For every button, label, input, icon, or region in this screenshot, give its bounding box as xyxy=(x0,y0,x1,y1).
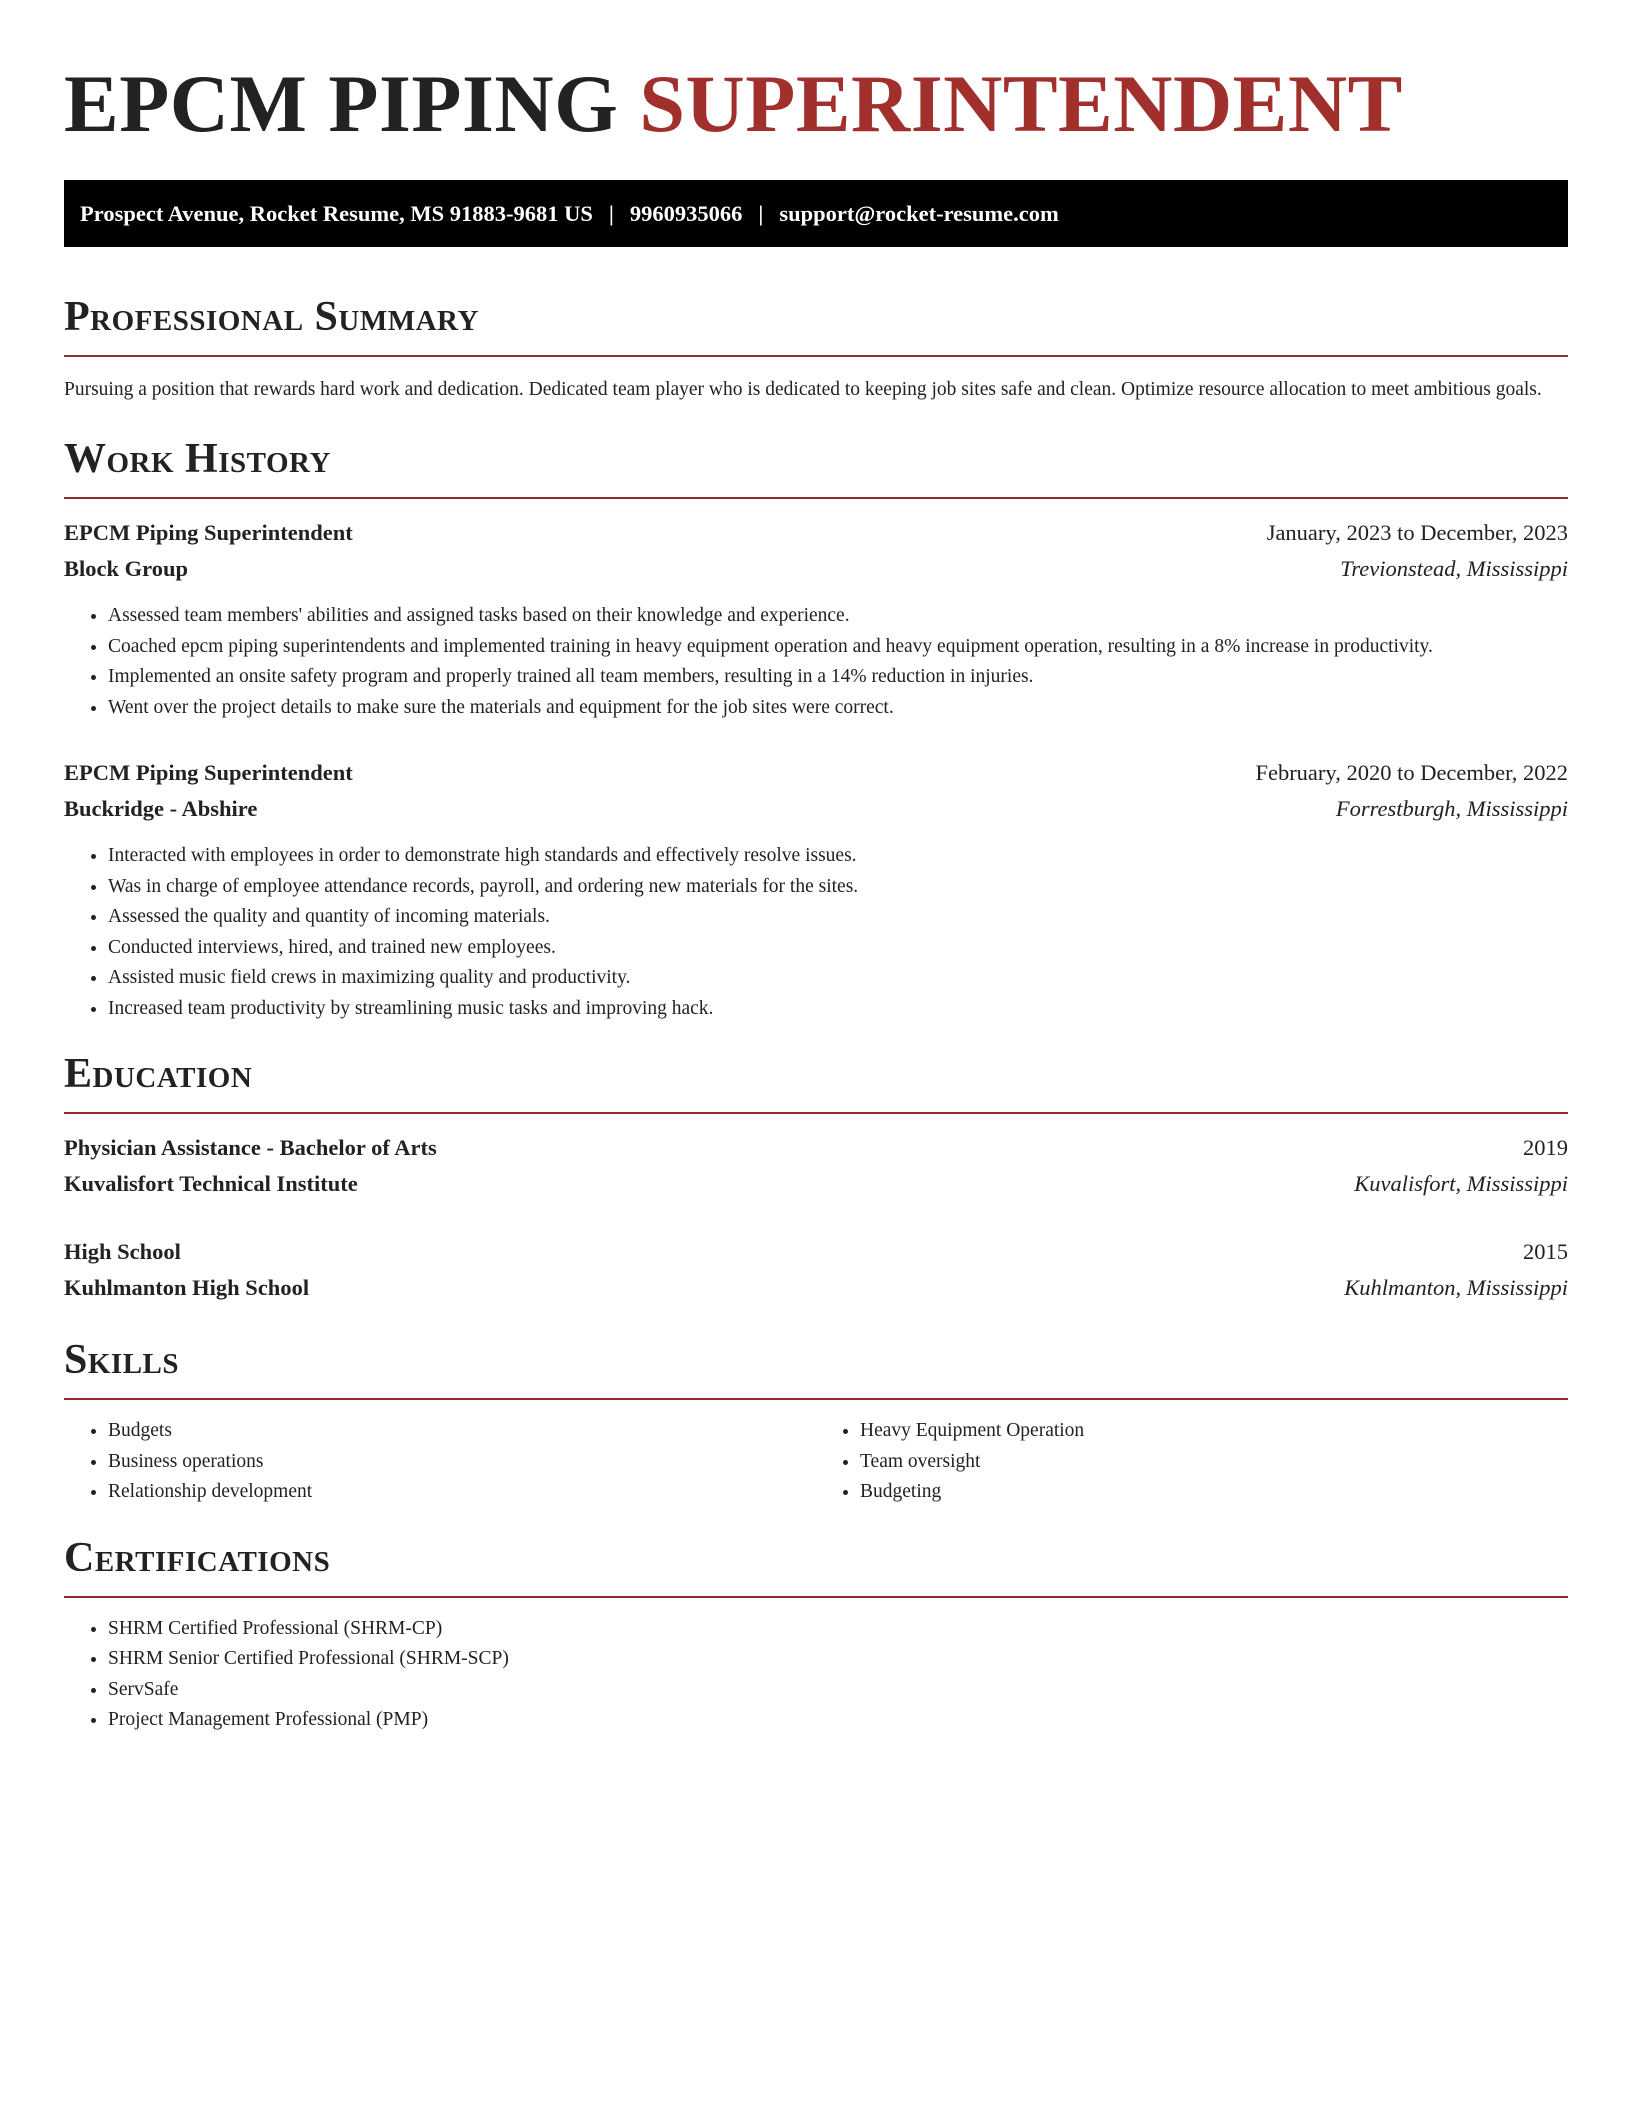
job-dates: February, 2020 to December, 2022 xyxy=(1255,760,1568,785)
name-part-1: EPCM PIPING xyxy=(64,58,619,149)
education-title: Education xyxy=(64,1051,253,1097)
list-item: • Interacted with employees in order to demonstrate high standards and effectively resolve issues. xyxy=(108,841,1568,872)
certifications-list xyxy=(64,1614,1568,1736)
education-header-row xyxy=(64,1130,1568,1166)
job-role: EPCM Piping Superintendent xyxy=(64,760,353,785)
list-item: • Budgets xyxy=(108,1416,816,1447)
summary-section xyxy=(64,291,1568,405)
contact-separator: | xyxy=(758,200,764,226)
list-item: • SHRM Certified Professional (SHRM-CP) xyxy=(108,1614,1568,1645)
job-company: Buckridge - Abshire xyxy=(64,796,258,821)
list-item: • Relationship development xyxy=(108,1477,816,1508)
summary-text: Pursuing a position that rewards hard work and dedication. Dedicated team player who is dedicated to keeping job sites safe and clean. Optimize resource allocation to meet ambitious goals. xyxy=(64,379,1542,400)
list-item: • Project Management Professional (PMP) xyxy=(108,1705,1568,1736)
job-company-row xyxy=(64,791,1568,827)
education-section xyxy=(64,1048,1568,1306)
list-item: • Went over the project details to make sure the materials and equipment for the job sites were correct. xyxy=(108,693,1568,724)
list-item: • Team oversight xyxy=(860,1447,1568,1478)
job-header-row xyxy=(64,755,1568,791)
education-degree: High School xyxy=(64,1239,181,1264)
skills-columns xyxy=(64,1400,1568,1508)
list-item: • Increased team productivity by streamlining music tasks and improving hack. xyxy=(108,994,1568,1025)
work-history-section xyxy=(64,433,1568,1024)
skills-list-left xyxy=(64,1416,816,1508)
list-item: • ServSafe xyxy=(108,1675,1568,1706)
section-divider xyxy=(64,497,1568,499)
list-item: • Coached epcm piping superintendents and implemented training in heavy equipment operation and heavy equipment operation, resulting in a 8% increase in productivity. xyxy=(108,632,1568,663)
skills-list-right xyxy=(816,1416,1568,1508)
job-bullets xyxy=(64,841,1568,1024)
skills-section xyxy=(64,1334,1568,1508)
job-company-row xyxy=(64,551,1568,587)
job-entry xyxy=(64,515,1568,723)
list-item: • Assessed team members' abilities and assigned tasks based on their knowledge and experience. xyxy=(108,601,1568,632)
list-item: • Conducted interviews, hired, and trained new employees. xyxy=(108,933,1568,964)
list-item: • Business operations xyxy=(108,1447,816,1478)
education-location: Kuhlmanton, Mississippi xyxy=(1344,1275,1568,1300)
list-item: • Implemented an onsite safety program and properly trained all team members, resulting in a 14% reduction in injuries. xyxy=(108,662,1568,693)
education-school: Kuhlmanton High School xyxy=(64,1275,310,1300)
list-item: • Assessed the quality and quantity of incoming materials. xyxy=(108,902,1568,933)
job-role: EPCM Piping Superintendent xyxy=(64,520,353,545)
job-header-row xyxy=(64,515,1568,551)
certifications-section xyxy=(64,1532,1568,1736)
education-degree: Physician Assistance - Bachelor of Arts xyxy=(64,1135,437,1160)
job-location: Forrestburgh, Mississippi xyxy=(1335,796,1568,821)
education-school-row xyxy=(64,1270,1568,1306)
certifications-title: Certifications xyxy=(64,1534,331,1581)
education-year: 2015 xyxy=(1523,1239,1568,1264)
section-divider xyxy=(64,1596,1568,1598)
name-part-2: SUPERINTENDENT xyxy=(639,58,1403,149)
candidate-name xyxy=(64,0,1568,150)
section-divider xyxy=(64,355,1568,357)
list-item: • Was in charge of employee attendance records, payroll, and ordering new materials for the sites. xyxy=(108,872,1568,903)
list-item: • Heavy Equipment Operation xyxy=(860,1416,1568,1447)
education-school-row xyxy=(64,1166,1568,1202)
list-item: • Assisted music field crews in maximizing quality and productivity. xyxy=(108,963,1568,994)
education-header-row xyxy=(64,1234,1568,1270)
summary-title: Professional Summary xyxy=(64,294,479,340)
job-location: Trevionstead, Mississippi xyxy=(1340,556,1568,581)
work-history-title: Work History xyxy=(64,436,331,482)
job-company: Block Group xyxy=(64,556,188,581)
job-entry xyxy=(64,755,1568,1024)
education-year: 2019 xyxy=(1523,1135,1568,1160)
contact-separator: | xyxy=(608,200,614,226)
job-dates: January, 2023 to December, 2023 xyxy=(1266,520,1568,545)
contact-address: Prospect Avenue, Rocket Resume, MS 91883-9681 US xyxy=(80,200,593,226)
education-location: Kuvalisfort, Mississippi xyxy=(1354,1171,1568,1196)
skills-title: Skills xyxy=(64,1337,180,1383)
contact-email: support@rocket-resume.com xyxy=(779,200,1059,226)
education-entry xyxy=(64,1234,1568,1306)
section-divider xyxy=(64,1112,1568,1114)
contact-bar xyxy=(64,180,1568,247)
list-item: • Budgeting xyxy=(860,1477,1568,1508)
education-entry xyxy=(64,1130,1568,1202)
list-item: • SHRM Senior Certified Professional (SHRM-SCP) xyxy=(108,1644,1568,1675)
education-school: Kuvalisfort Technical Institute xyxy=(64,1171,358,1196)
job-bullets xyxy=(64,601,1568,723)
contact-phone: 9960935066 xyxy=(629,200,743,226)
